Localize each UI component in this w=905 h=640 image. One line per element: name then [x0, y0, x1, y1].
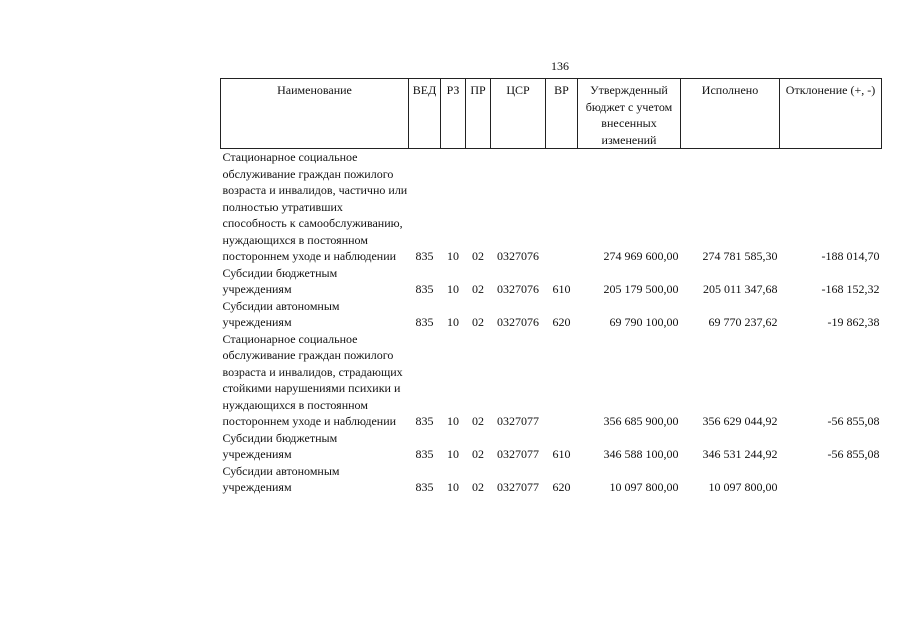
row-csr: 0327076: [497, 282, 539, 296]
row-executed: 69 770 237,62: [708, 315, 778, 329]
row-ved: 835: [415, 249, 434, 263]
row-ved: 835: [415, 447, 434, 461]
row-vr: [546, 331, 578, 430]
header-row: [221, 79, 882, 149]
row-approved: 69 790 100,00: [609, 315, 679, 329]
row-csr: 0327077: [497, 447, 539, 461]
row-name: Субсидии бюджетным учреждениям: [222, 430, 338, 461]
table-header: [221, 79, 882, 149]
row-name: Стационарное социальное обслуживание граждан пожилого возраста и инвалидов, страдающих стойкими нарушениями психики и нуждающихся в постоянном постороннем уходе и наблюдении: [222, 331, 403, 428]
row-executed: 274 781 585,30: [702, 249, 778, 263]
table-body: [221, 149, 882, 496]
row-rz: 10: [447, 249, 459, 263]
row-deviation: -56 855,08: [827, 414, 880, 428]
row-csr: 0327077: [497, 480, 539, 494]
row-deviation: -188 014,70: [821, 249, 880, 263]
row-deviation: -19 862,38: [827, 315, 880, 329]
row-approved: 274 969 600,00: [603, 249, 679, 263]
row-ved: 835: [415, 282, 434, 296]
row-executed: 205 011 347,68: [702, 282, 778, 296]
row-ved: 835: [415, 480, 434, 494]
table-row: [221, 298, 882, 331]
row-name: Субсидии автономным учреждениям: [222, 298, 340, 329]
row-rz: 10: [447, 447, 459, 461]
row-pr: 02: [472, 414, 484, 428]
row-approved: 205 179 500,00: [603, 282, 679, 296]
table-row: [221, 463, 882, 496]
header-csr: ЦСР: [491, 79, 546, 149]
row-name: Субсидии автономным учреждениям: [222, 463, 340, 494]
row-approved: 10 097 800,00: [609, 480, 679, 494]
row-name: Стационарное социальное обслуживание граждан пожилого возраста и инвалидов, частично или полностью утративших способность к самообслуживанию, нуждающихся в постоянном постороннем уходе и наблюдении: [222, 150, 408, 263]
table-row: [221, 265, 882, 298]
row-rz: 10: [447, 480, 459, 494]
header-rz: РЗ: [441, 79, 466, 149]
table-row: [221, 331, 882, 430]
row-deviation: -168 152,32: [821, 282, 880, 296]
row-ved: 835: [415, 315, 434, 329]
header-ved: ВЕД: [409, 79, 441, 149]
row-csr: 0327076: [497, 249, 539, 263]
row-executed: 346 531 244,92: [702, 447, 778, 461]
row-approved: 346 588 100,00: [603, 447, 679, 461]
row-rz: 10: [447, 414, 459, 428]
header-pr: ПР: [466, 79, 491, 149]
row-executed: 356 629 044,92: [702, 414, 778, 428]
budget-execution-table: [220, 78, 882, 496]
row-rz: 10: [447, 282, 459, 296]
row-vr: 610: [552, 282, 571, 296]
row-csr: 0327076: [497, 315, 539, 329]
page-number: 136: [551, 59, 569, 73]
table-row: [221, 149, 882, 265]
row-csr: 0327077: [497, 414, 539, 428]
header-name: Наименование: [221, 79, 409, 149]
row-pr: 02: [472, 249, 484, 263]
row-name: Субсидии бюджетным учреждениям: [222, 265, 338, 296]
row-approved: 356 685 900,00: [603, 414, 679, 428]
header-vr: ВР: [546, 79, 578, 149]
row-deviation: -56 855,08: [827, 447, 880, 461]
header-approved: Утвержденный бюджет с учетом внесенных изменений: [578, 79, 681, 149]
row-pr: 02: [472, 315, 484, 329]
row-vr: 620: [552, 480, 571, 494]
row-vr: [546, 149, 578, 265]
row-pr: 02: [472, 282, 484, 296]
header-deviation: Отклонение (+, -): [780, 79, 882, 149]
row-vr: 620: [552, 315, 571, 329]
table-row: [221, 430, 882, 463]
row-executed: 10 097 800,00: [708, 480, 778, 494]
row-deviation: [780, 463, 882, 496]
row-vr: 610: [552, 447, 571, 461]
row-ved: 835: [415, 414, 434, 428]
row-pr: 02: [472, 447, 484, 461]
row-rz: 10: [447, 315, 459, 329]
header-executed: Исполнено: [681, 79, 780, 149]
row-pr: 02: [472, 480, 484, 494]
